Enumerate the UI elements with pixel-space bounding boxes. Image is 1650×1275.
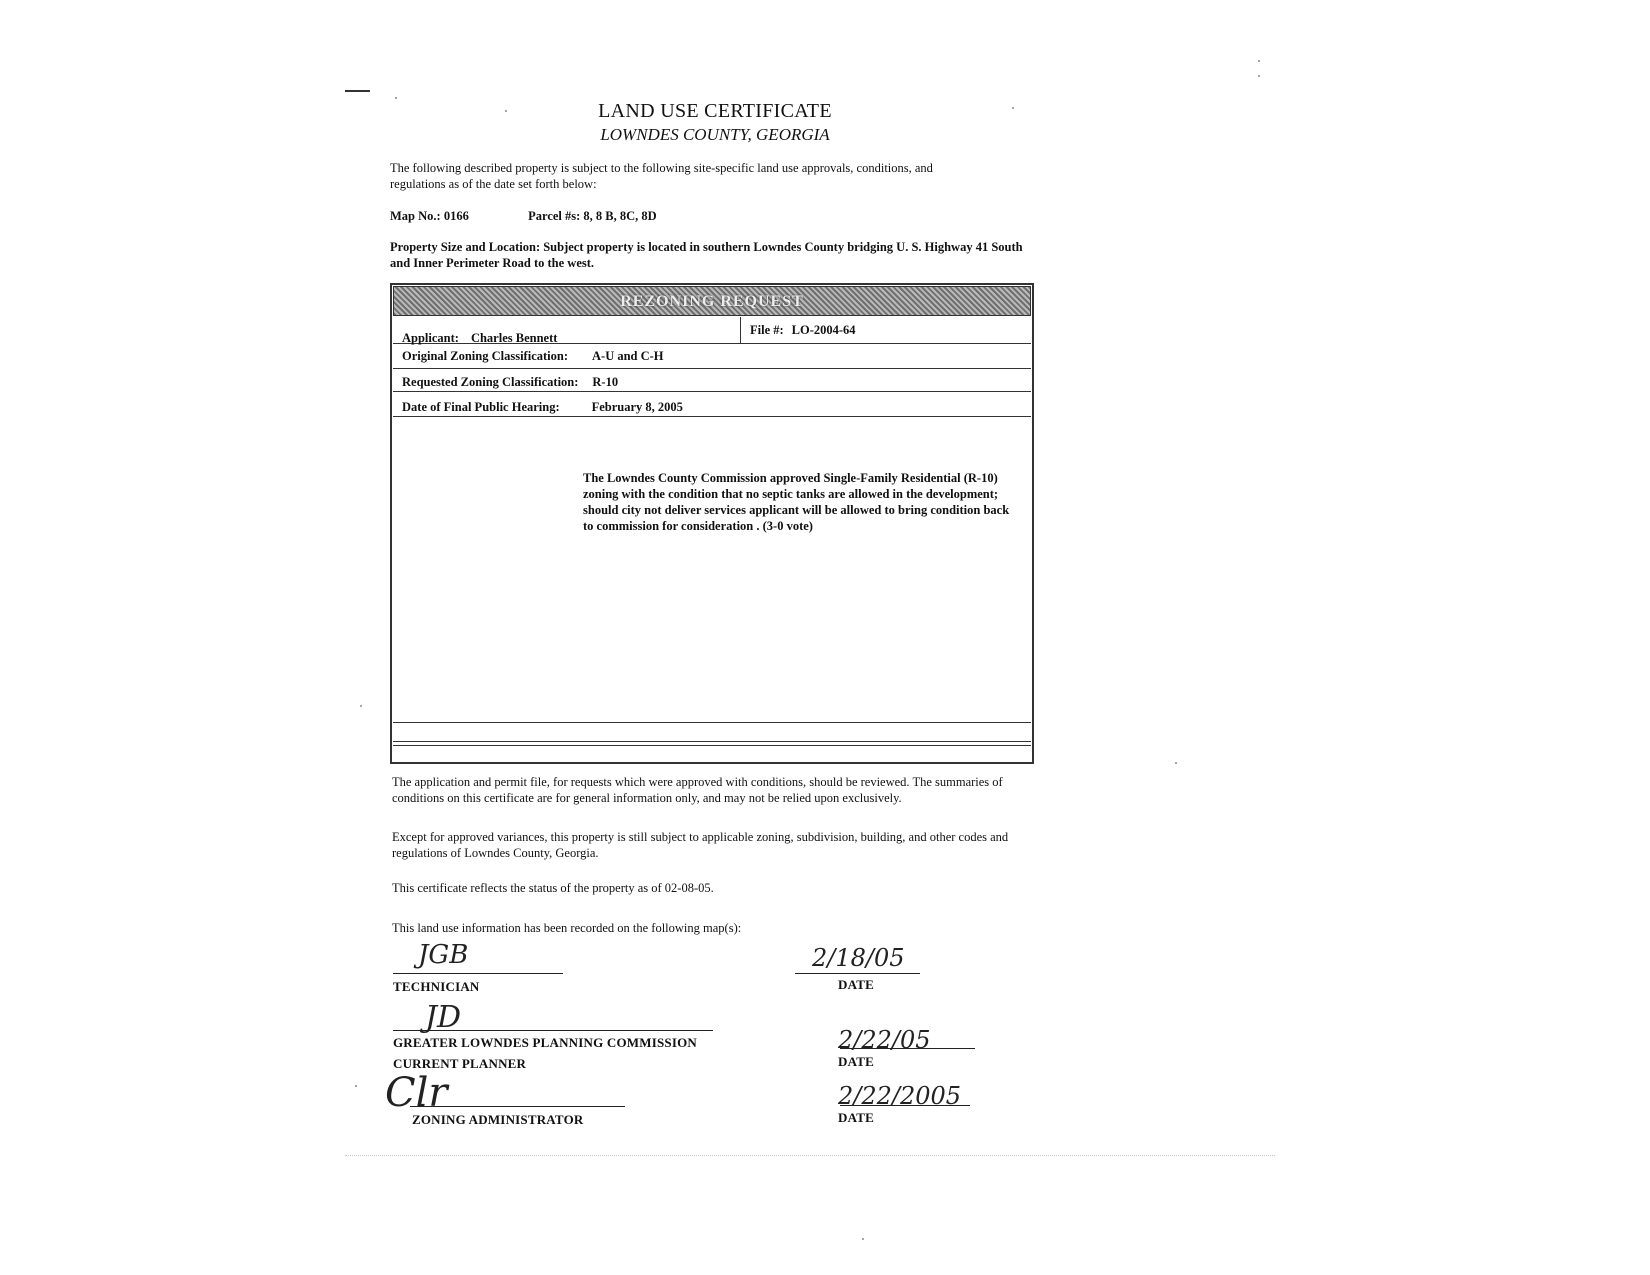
- applicant-row: [402, 329, 557, 347]
- requested-zoning-value: R-10: [592, 375, 619, 389]
- technician-signature-line: [393, 973, 563, 974]
- column-divider: [740, 317, 741, 343]
- original-zoning-label: Original Zoning Classification:: [402, 349, 568, 363]
- map-parcel-line: [390, 209, 657, 224]
- date2-label: DATE: [838, 1054, 874, 1069]
- hearing-date-row: [402, 398, 683, 416]
- recorded-maps-note: This land use information has been recorded on the following map(s):: [392, 921, 742, 935]
- applicant-value: Charles Bennett: [470, 331, 558, 345]
- scan-speck: [862, 1238, 864, 1240]
- file-label: File #:: [750, 323, 784, 337]
- scan-edge-line: [345, 1155, 1275, 1156]
- scan-speck: [505, 110, 507, 112]
- planner-date-handwritten: 2/22/05: [838, 1026, 931, 1054]
- planner-signature: JD: [425, 1000, 462, 1035]
- row-divider: [393, 741, 1031, 742]
- certificate-title: LAND USE CERTIFICATE: [598, 100, 832, 122]
- row-divider: [393, 745, 1031, 746]
- planner-signature-line: [393, 1030, 713, 1031]
- scan-speck: [1258, 75, 1260, 77]
- row-divider: [393, 368, 1031, 369]
- commission-decision: The Lowndes County Commission approved Single-Family Residential (R-10) zoning with the condition that no septic tanks are allowed in the development; should city not deliver services applicant will be allowed to bring condition back to commission for consideration . (3-0 vote): [583, 471, 1010, 533]
- date3-label: DATE: [838, 1110, 874, 1125]
- row-divider: [393, 391, 1031, 392]
- parcel-numbers: Parcel #s: 8, 8 B, 8C, 8D: [528, 209, 657, 223]
- variance-note: Except for approved variances, this property is still subject to applicable zoning, subdivision, building, and other codes and regulations of Lowndes County, Georgia.: [392, 830, 1009, 860]
- technician-label: TECHNICIAN: [393, 979, 480, 994]
- original-zoning-value: A-U and C-H: [592, 349, 664, 363]
- zoning-administrator-label: ZONING ADMINISTRATOR: [412, 1112, 584, 1127]
- scan-speck: [395, 97, 397, 99]
- date3-line: [840, 1105, 970, 1106]
- original-zoning-row: [402, 347, 664, 365]
- requested-zoning-row: [402, 373, 618, 391]
- technician-date-handwritten: 2/18/05: [812, 944, 905, 972]
- requested-zoning-label: Requested Zoning Classification:: [402, 375, 579, 389]
- date2-line: [840, 1048, 975, 1049]
- scan-speck: [360, 705, 362, 707]
- row-divider: [393, 722, 1031, 723]
- hearing-date-value: February 8, 2005: [591, 400, 683, 414]
- scan-speck: [1258, 60, 1260, 62]
- row-divider: [393, 416, 1031, 417]
- scan-mark: [345, 90, 370, 92]
- applicant-label: Applicant:: [402, 331, 459, 345]
- date1-line: [795, 973, 920, 974]
- file-number-row: [750, 321, 856, 339]
- intro-paragraph: The following described property is subject to the following site-specific land use approvals, conditions, and regulations as of the date set forth below:: [390, 161, 933, 191]
- status-date-note: This certificate reflects the status of the property as of 02-08-05.: [392, 881, 714, 895]
- current-planner-label: CURRENT PLANNER: [393, 1056, 527, 1071]
- administrator-date-handwritten: 2/22/2005: [838, 1082, 962, 1110]
- property-location: Property Size and Location: Subject property is located in southern Lowndes County bridging U. S. Highway 41 South and Inner Perimeter Road to the west.: [390, 240, 1023, 270]
- commission-label: GREATER LOWNDES PLANNING COMMISSION: [393, 1035, 697, 1050]
- administrator-signature-line: [410, 1106, 625, 1107]
- administrator-signature: Clr: [385, 1070, 448, 1116]
- scan-speck: [1175, 762, 1177, 764]
- scan-speck: [355, 1085, 357, 1087]
- date1-label: DATE: [838, 977, 874, 992]
- scan-speck: [1012, 107, 1014, 109]
- file-value: LO-2004-64: [791, 323, 856, 337]
- hearing-date-label: Date of Final Public Hearing:: [402, 400, 560, 414]
- review-note: The application and permit file, for requests which were approved with conditions, should be reviewed. The summaries of conditions on this certificate are for general information only, and may not be relied upon exclusively.: [392, 775, 1003, 805]
- rezoning-request-header: REZONING REQUEST: [393, 286, 1031, 316]
- map-number: Map No.: 0166: [390, 209, 469, 223]
- technician-signature: JGB: [418, 940, 469, 970]
- county-subtitle: LOWNDES COUNTY, GEORGIA: [600, 125, 830, 144]
